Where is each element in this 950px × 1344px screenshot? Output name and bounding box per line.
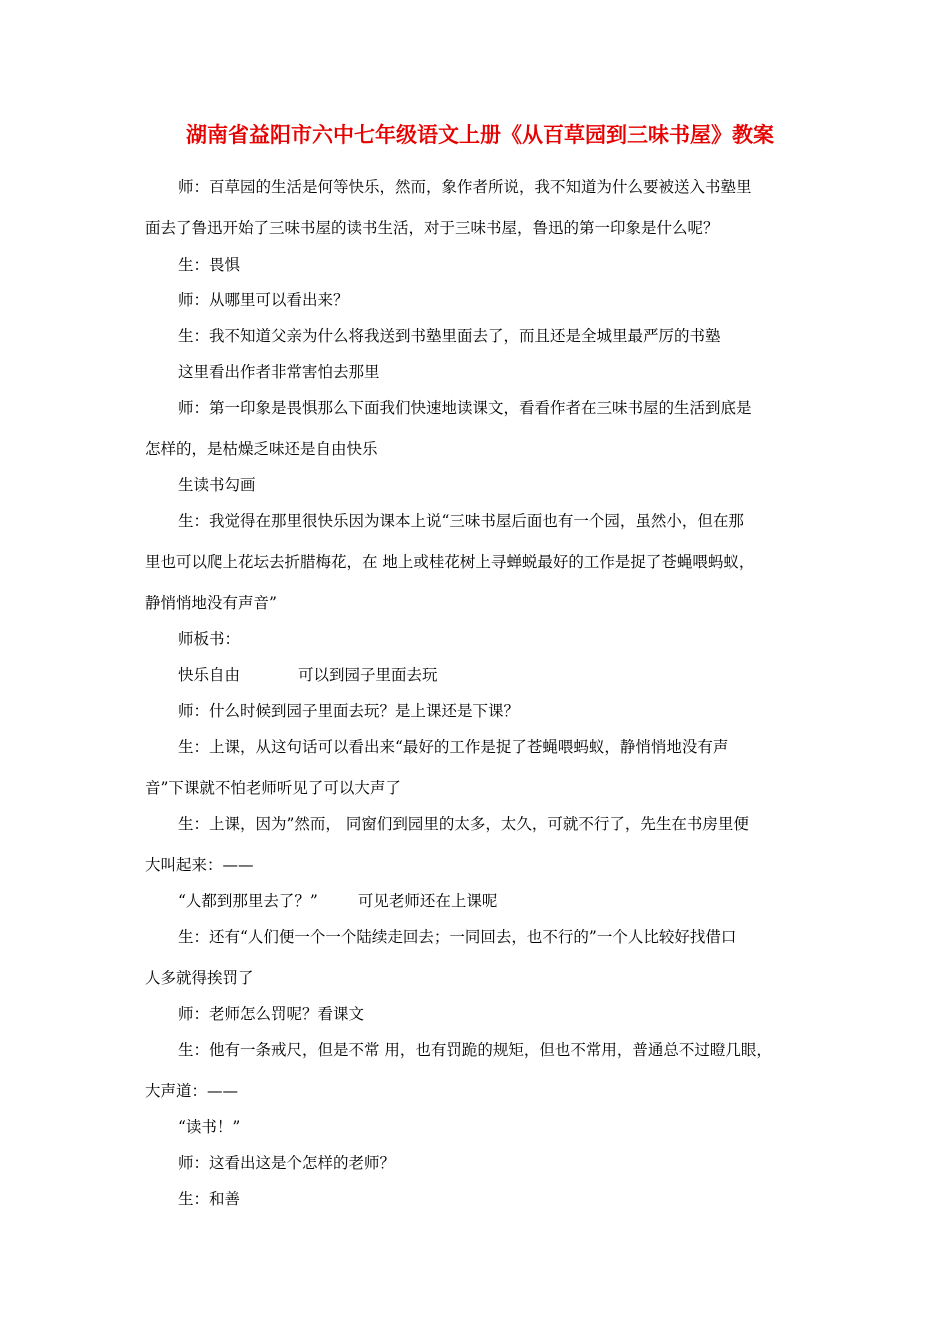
paragraph-line: 生：还有“人们便一个一个陆续走回去；一同回去，也不行的”一个人比较好找借口 (178, 928, 737, 946)
quote-line (178, 891, 497, 911)
document-title: 湖南省益阳市六中七年级语文上册《从百草园到三味书屋》教案 (186, 123, 774, 147)
paragraph-line: 生：他有一条戒尺，但是不常 用，也有罚跪的规矩，但也不常用，普通总不过瞪几眼， (178, 1041, 772, 1059)
paragraph-line: 师：第一印象是畏惧那么下面我们快速地读课文，看看作者在三味书屋的生活到底是 (178, 399, 752, 417)
comment-text: 可见老师还在上课呢 (357, 892, 498, 910)
paragraph-line: 生：上课，因为”然而， 同窗们到园里的太多，太久，可就不行了，先生在书房里便 (178, 815, 749, 833)
paragraph-line: 大叫起来：—— (145, 856, 254, 874)
paragraph-line: 静悄悄地没有声音” (145, 594, 277, 612)
paragraph-line: 音”下课就不怕老师听见了可以大声了 (145, 779, 401, 797)
paragraph-line: 生：上课，从这句话可以看出来“最好的工作是捉了苍蝇喂蚂蚁，静悄悄地没有声 (178, 738, 729, 756)
paragraph-line: 生：我觉得在那里很快乐因为课本上说“三味书屋后面也有一个园，虽然小，但在那 (178, 512, 744, 530)
paragraph-line: 大声道：—— (145, 1082, 239, 1100)
paragraph-line: 人多就得挨罚了 (145, 969, 254, 987)
paragraph-line: 师：百草园的生活是何等快乐，然而，象作者所说，我不知道为什么要被送入书塾里 (178, 178, 752, 196)
paragraph-line: 生：畏惧 (178, 256, 241, 274)
paragraph-line: “读书！” (178, 1118, 241, 1136)
quote-text: “人都到那里去了？” (178, 892, 318, 910)
paragraph-line: 里也可以爬上花坛去折腊梅花，在 地上或桂花树上寻蝉蜕最好的工作是捉了苍蝇喂蚂蚁， (145, 553, 755, 571)
paragraph-line: 生：我不知道父亲为什么将我送到书塾里面去了，而且还是全城里最严厉的书塾 (178, 327, 721, 345)
paragraph-line: 生读书勾画 (178, 476, 256, 494)
paragraph-line: 师板书： (178, 630, 241, 648)
paragraph-line: 师：老师怎么罚呢？看课文 (178, 1005, 365, 1023)
paragraph-line: 面去了鲁迅开始了三味书屋的读书生活，对于三味书屋，鲁迅的第一印象是什么呢？ (145, 219, 719, 237)
paragraph-line: 师：这看出这是个怎样的老师？ (178, 1154, 396, 1172)
board-item: 可以到园子里面去玩 (298, 666, 438, 684)
board-item: 快乐自由 (178, 666, 241, 684)
paragraph-line: 师：从哪里可以看出来？ (178, 291, 349, 309)
paragraph-line: 生：和善 (178, 1190, 241, 1208)
board-line (178, 665, 438, 685)
paragraph-line: 师：什么时候到园子里面去玩？是上课还是下课？ (178, 702, 520, 720)
paragraph-line: 怎样的，是枯燥乏味还是自由快乐 (145, 440, 378, 458)
paragraph-line: 这里看出作者非常害怕去那里 (178, 363, 380, 381)
